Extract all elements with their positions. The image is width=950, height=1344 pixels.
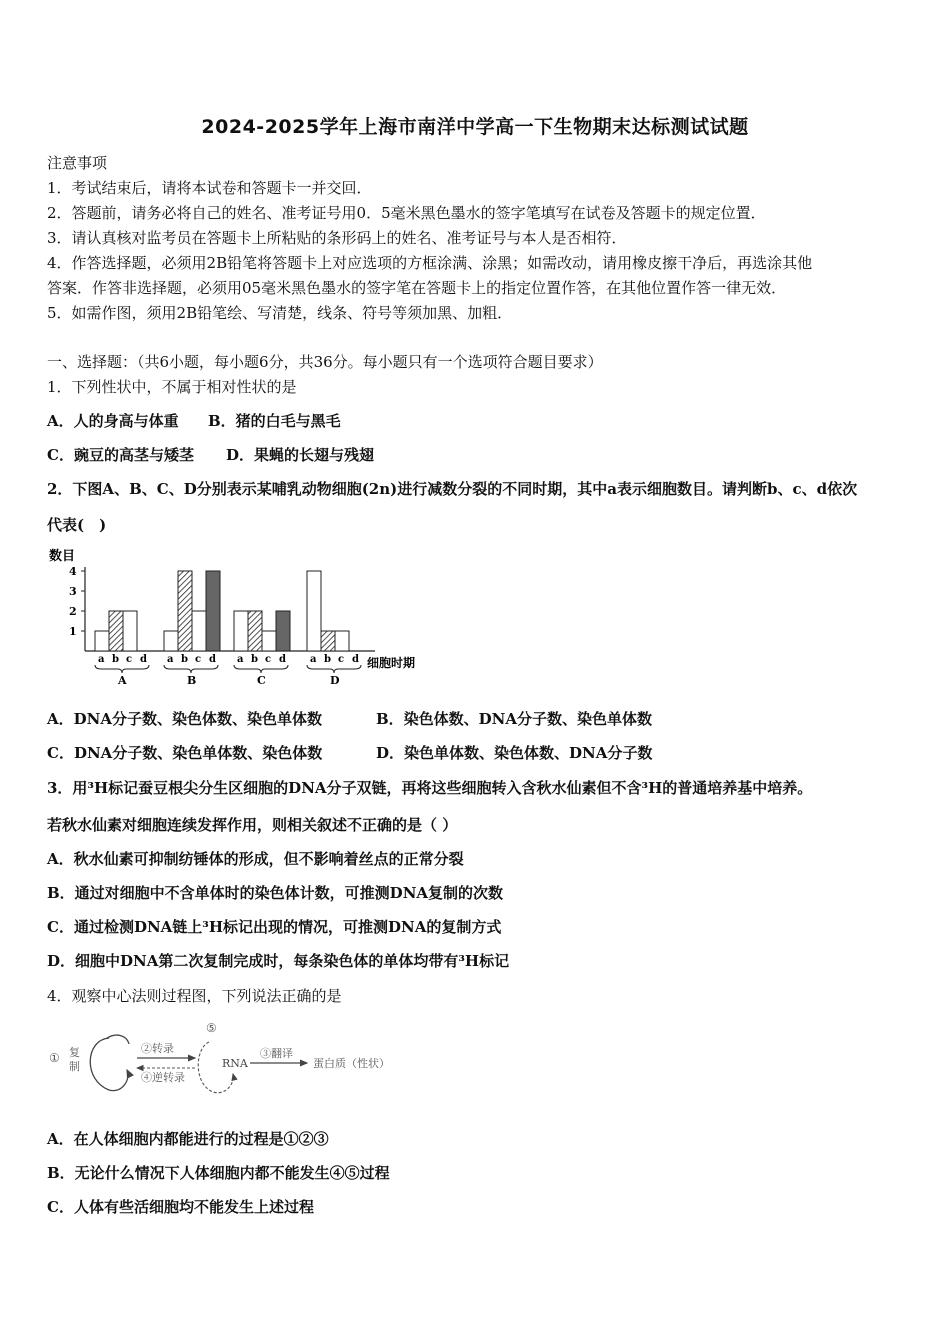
q4-option-a: A．在人体细胞内都能进行的过程是①②③: [47, 1130, 329, 1148]
q2-option-a: A．DNA分子数、染色体数、染色单体数: [47, 710, 322, 728]
bar-label-B-d: d: [209, 654, 216, 665]
replication-loop-top: [107, 1035, 129, 1044]
bar-A-b: [109, 611, 123, 651]
notice-item-3: 3．请认真核对监考员在答题卡上所粘贴的条形码上的姓名、准考证号与本人是否相符．: [47, 229, 627, 247]
bar-A-a: [95, 631, 109, 651]
q2-stem: 2．下图A、B、C、D分别表示某哺乳动物细胞(2n)进行减数分裂的不同时期，其中a表示细胞数目。请判断b、c、d依次: [47, 480, 858, 498]
protein-label: 蛋白质（性状）: [313, 1057, 390, 1070]
bar-label-D-a: a: [310, 654, 317, 665]
bar-label-C-a: a: [237, 654, 244, 665]
q3-stem: 3．用³H标记蚕豆根尖分生区细胞的DNA分子双链，再将这些细胞转入含秋水仙素但不含³H的普通培养基中培养。: [47, 779, 813, 797]
replication-char-1: 复: [69, 1046, 80, 1059]
q3-option-d: D．细胞中DNA第二次复制完成时，每条染色体的单体均带有³H标记: [47, 952, 510, 970]
bar-label-D-c: c: [338, 654, 345, 665]
q1-option-d: D．果蝇的长翅与残翅: [226, 446, 375, 464]
q2-option-c: C．DNA分子数、染色单体数、染色体数: [47, 744, 323, 762]
group-label-B: B: [187, 674, 197, 685]
q4-option-c: C．人体有些活细胞均不能发生上述过程: [47, 1198, 314, 1216]
bar-label-C-b: b: [251, 654, 258, 665]
notice-item-4: 4．作答选择题，必须用2B铅笔将答题卡上对应选项的方框涂满、涂黑；如需改动，请用橡皮擦干净后，再选涂其他: [47, 254, 813, 272]
bar-label-B-b: b: [181, 654, 188, 665]
q3-option-c: C．通过检测DNA链上³H标记出现的情况，可推测DNA的复制方式: [47, 918, 502, 936]
bar-label-A-a: a: [98, 654, 105, 665]
bar-B-b: [178, 571, 192, 651]
q1-option-b: B．猪的白毛与黑毛: [208, 412, 341, 430]
bar-D-a: [307, 571, 321, 651]
section-header: 一、选择题：（共6小题，每小题6分，共36分。每小题只有一个选项符合题目要求）: [47, 353, 603, 371]
notice-item-1: 1．考试结束后，请将本试卷和答题卡一并交回．: [47, 179, 372, 197]
replication-loop: [90, 1038, 128, 1091]
replication-number: ①: [49, 1051, 60, 1065]
q2-option-b: B．染色体数、DNA分子数、染色单体数: [376, 710, 653, 728]
reverse-transcription-label: ④逆转录: [141, 1071, 185, 1084]
translation-label: ③翻译: [260, 1047, 293, 1060]
bar-B-c: [192, 611, 206, 651]
x-axis-label: 细胞时期: [367, 656, 416, 670]
bar-label-A-d: d: [140, 654, 147, 665]
q3-option-a: A．秋水仙素可抑制纺锤体的形成，但不影响着丝点的正常分裂: [47, 850, 464, 868]
group-brace-A: [95, 665, 149, 673]
y-tick-label-4: 4: [69, 565, 77, 578]
group-brace-C: [234, 665, 288, 673]
q1-stem: 1．下列性状中，不属于相对性状的是: [47, 378, 297, 396]
q4-stem: 4．观察中心法则过程图，下列说法正确的是: [47, 987, 342, 1005]
bar-B-a: [164, 631, 178, 651]
central-dogma-diagram: [45, 1018, 405, 1100]
bar-label-C-c: c: [265, 654, 272, 665]
rna-label: RNA: [222, 1057, 248, 1070]
notice-item-4-cont: 答案．作答非选择题，必须用05毫米黑色墨水的签字笔在答题卡上的指定位置作答，在其他位置作答一律无效．: [47, 279, 787, 297]
rna-replication-number: ⑤: [206, 1021, 217, 1035]
bar-C-c: [262, 631, 276, 651]
group-label-A: A: [118, 674, 127, 685]
q1-option-a: A．人的身高与体重: [47, 412, 179, 430]
transcription-label: ②转录: [141, 1042, 174, 1055]
y-axis-label-1: 数目: [49, 549, 76, 564]
q1-option-c: C．豌豆的高茎与矮茎: [47, 446, 194, 464]
q3-stem-cont: 若秋水仙素对细胞连续发挥作用，则相关叙述不正确的是（ ）: [47, 816, 458, 834]
bar-C-a: [234, 611, 248, 651]
bar-C-d: [276, 611, 290, 651]
q2-stem-cont: 代表( ): [47, 516, 107, 534]
bar-D-c: [335, 631, 349, 651]
replication-char-2: 制: [69, 1060, 80, 1073]
bar-D-b: [321, 631, 335, 651]
q4-option-b: B．无论什么情况下人体细胞内都不能发生④⑤过程: [47, 1164, 390, 1182]
bar-A-c: [123, 611, 137, 651]
y-tick-label-2: 2: [69, 605, 77, 618]
page-title: 2024-2025学年上海市南洋中学高一下生物期末达标测试试题: [201, 116, 749, 138]
q3-option-b: B．通过对细胞中不含单体时的染色体计数，可推测DNA复制的次数: [47, 884, 504, 902]
bar-label-B-a: a: [167, 654, 174, 665]
bar-B-d: [206, 571, 220, 651]
bar-label-D-d: d: [352, 654, 359, 665]
y-tick-label-3: 3: [69, 585, 77, 598]
q2-bar-chart: [45, 545, 445, 685]
group-label-C: C: [257, 674, 266, 685]
bar-label-A-b: b: [112, 654, 119, 665]
bar-label-A-c: c: [126, 654, 133, 665]
notice-item-5: 5．如需作图，须用2B铅笔绘、写清楚，线条、符号等须加黑、加粗．: [47, 304, 513, 322]
y-tick-label-1: 1: [69, 625, 77, 638]
group-brace-D: [307, 665, 361, 673]
group-brace-B: [164, 665, 218, 673]
notice-item-2: 2．答题前，请务必将自己的姓名、准考证号用0．5毫米黑色墨水的签字笔填写在试卷及答题卡的规定位置．: [47, 204, 766, 222]
bar-C-b: [248, 611, 262, 651]
bar-label-C-d: d: [279, 654, 286, 665]
q2-option-d: D．染色单体数、染色体数、DNA分子数: [376, 744, 653, 762]
group-label-D: D: [330, 674, 340, 685]
bar-label-D-b: b: [324, 654, 331, 665]
notice-heading: 注意事项: [47, 154, 108, 172]
bar-label-B-c: c: [195, 654, 202, 665]
